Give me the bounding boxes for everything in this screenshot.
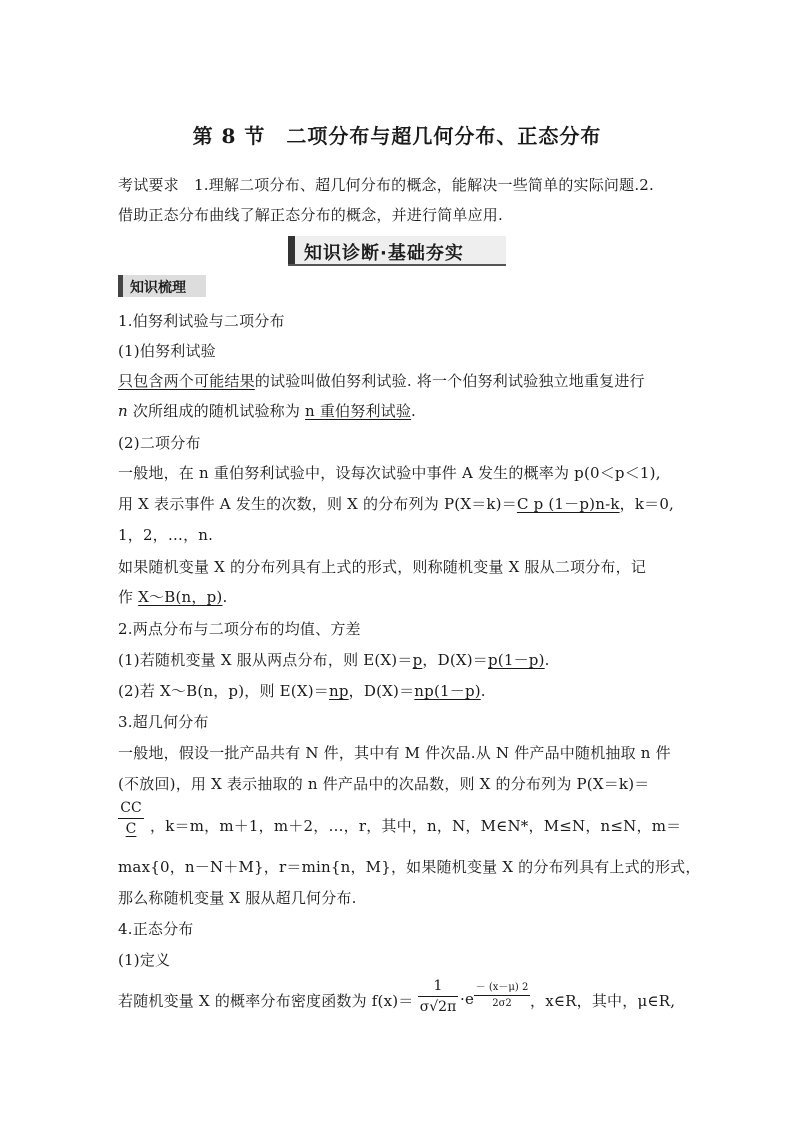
s1-binomial-formula: C p (1－p)n-k [516,495,620,513]
s1-para1-line1 [118,370,645,391]
s3-line2: (不放回)，用 X 表示抽取的 n 件产品中的次品数，则 X 的分布列为 P(X＝k)＝ [118,775,650,793]
requirements-line-2: 借助正态分布曲线了解正态分布的概念，并进行简单应用. [118,206,503,224]
s1-para2-line2 [118,493,674,514]
s1-heading: 1.伯努利试验与二项分布 [118,312,285,330]
s3-line4: max{0，n－N＋M}，r＝min{n，M}，如果随机变量 X 的分布列具有上式的形式， [118,858,701,876]
s3-fraction-numerator: CC [120,800,142,816]
s3-line3: ，k＝m，m＋1，m＋2，…，r，其中，n，N，M∈N*，M≤N，n≤N，m＝ [150,817,682,835]
s4-density-numerator: 1 [433,978,443,994]
s1-para2-pre: 用 X 表示事件 A 发生的次数，则 X 的分布列为 P(X＝k)＝ [118,495,517,513]
s1-para2-line3: 1，2，…，n. [118,526,214,544]
s2-line2-mean: np [329,682,349,700]
s1-para1-text: 的试验叫做伯努利试验. 将一个伯努利试验独立地重复进行 [254,372,645,390]
s4-exponent [474,978,530,1009]
page-title: 第 8 节 二项分布与超几何分布、正态分布 [192,124,602,148]
s1-sub2: (2)二项分布 [118,434,201,452]
s1-para2-post: ，k＝0, [619,495,675,513]
s1-sub1: (1)伯努利试验 [118,342,216,360]
s4-exponent-numerator: － (x－μ) 2 [475,982,529,993]
s3-heading: 3.超几何分布 [118,713,209,731]
banner-bar [288,236,295,264]
s2-line2-pre: (2)若 X～B(n，p)，则 E(X)＝ [118,682,329,700]
section-tag [118,275,206,297]
s2-line2-variance: np(1－p) [414,682,481,700]
s3-fraction-rule [118,818,144,819]
s1-para1-line2: n 次所组成的随机试验称为 n 重伯努利试验. [118,402,417,420]
s4-line1-post: ，x∈R，其中，μ∈R, [530,992,676,1010]
s1-para1-text2: 次所组成的随机试验称为 [127,402,306,420]
requirements-line-1: 考试要求 1.理解二项分布、超几何分布的概念，能解决一些简单的实际问题.2. [118,176,654,194]
s2-line1-mean: p [412,651,423,669]
s1-para3-pre: 作 [118,588,139,606]
s4-density-rule [418,996,458,997]
s2-line2-mid: ，D(X)＝ [348,682,415,700]
banner-title: 知识诊断·基础夯实 [304,243,464,264]
s2-line1-mid: ，D(X)＝ [422,651,488,669]
s4-line1-pre: 若随机变量 X 的概率分布密度函数为 f(x)＝ [118,992,414,1010]
s4-exponent-rule [474,995,530,996]
s3-fraction-denominator: C [125,821,137,837]
s4-density-denominator: σ√2π [419,999,457,1015]
s1-para1-underlined2: n 重伯努利试验 [305,402,412,420]
s2-line1: (1)若随机变量 X 服从两点分布，则 E(X)＝p，D(X)＝p(1－p). [118,651,550,669]
s4-heading: 4.正态分布 [118,920,194,938]
s2-heading: 2.两点分布与二项分布的均值、方差 [118,620,361,638]
s1-notation: X～B(n，p) [138,588,223,606]
s4-sub1: (1)定义 [118,951,171,969]
s1-para2-line1: 一般地，在 n 重伯努利试验中，设每次试验中事件 A 发生的概率为 p(0＜p＜1), [118,464,661,482]
section-banner [288,236,506,266]
tag-title: 知识梳理 [130,280,186,296]
s2-line1-pre: (1)若随机变量 X 服从两点分布，则 E(X)＝ [118,651,413,669]
tag-bar [118,275,123,297]
s2-line1-variance: p(1－p) [488,651,545,669]
s1-para3-line1: 如果随机变量 X 的分布列具有上式的形式，则称随机变量 X 服从二项分布，记 [118,558,647,576]
s4-density-fraction [418,978,458,1015]
s4-exponent-denominator: 2σ2 [492,998,512,1009]
s1-n-variable: n [118,402,128,420]
s4-e-symbol: ·e [460,990,475,1008]
s3-fraction [118,800,144,837]
s2-line2: (2)若 X～B(n，p)，则 E(X)＝np，D(X)＝np(1－p). [118,682,486,700]
s3-line1: 一般地，假设一批产品共有 N 件，其中有 M 件次品.从 N 件产品中随机抽取 n 件 [118,744,671,762]
s3-line5: 那么称随机变量 X 服从超几何分布. [118,889,357,907]
s1-para1-underlined: 只包含两个可能结果 [118,372,255,390]
s1-para3-line2: 作 X～B(n，p). [118,588,228,606]
